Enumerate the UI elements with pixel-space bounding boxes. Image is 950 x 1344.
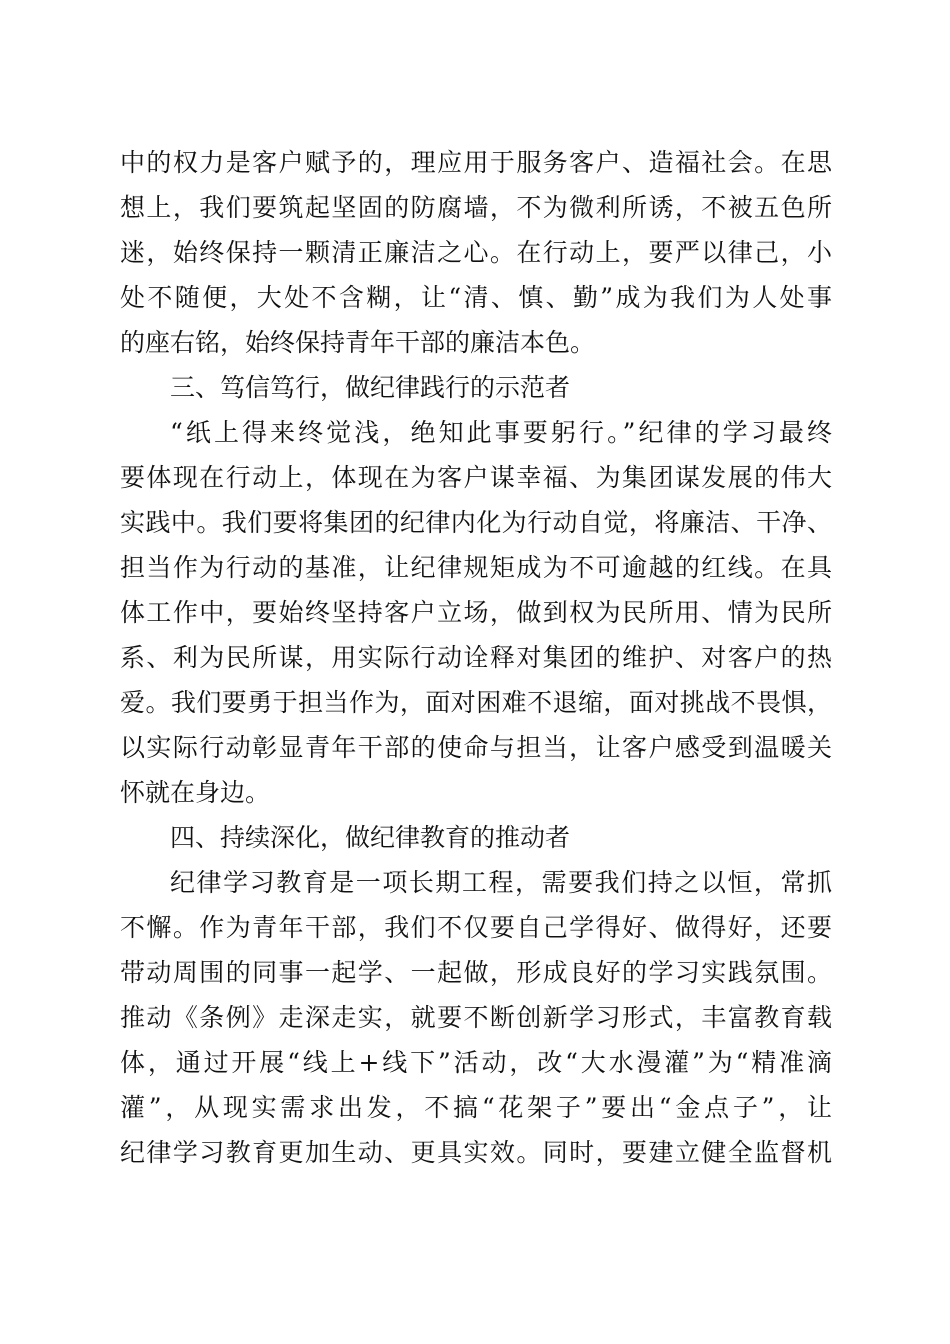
paragraph-line: 中的权力是客户赋予的，理应用于服务客户、造福社会。在思 — [120, 148, 832, 177]
paragraph-line: 处不随便，大处不含糊，让“清、慎、勤”成为我们为人处事 — [120, 283, 832, 312]
paragraph-line: 灌”，从现实需求出发，不搞“花架子”要出“金点子”，让 — [120, 1093, 832, 1122]
paragraph-line: 纪律学习教育更加生动、更具实效。同时，要建立健全监督机 — [120, 1138, 832, 1167]
paragraph-line: 实践中。我们要将集团的纪律内化为行动自觉，将廉洁、干净、 — [120, 508, 832, 537]
section-heading: 四、持续深化，做纪律教育的推动者 — [170, 823, 571, 852]
paragraph-line: 要体现在行动上，体现在为客户谋幸福、为集团谋发展的伟大 — [120, 463, 832, 492]
section-heading: 三、笃信笃行，做纪律践行的示范者 — [170, 373, 571, 402]
paragraph-line: 以实际行动彰显青年干部的使命与担当，让客户感受到温暖关 — [120, 733, 832, 762]
paragraph-line: 体工作中，要始终坚持客户立场，做到权为民所用、情为民所 — [120, 598, 832, 627]
paragraph-line: 想上，我们要筑起坚固的防腐墙，不为微利所诱，不被五色所 — [120, 193, 832, 222]
paragraph-line: 担当作为行动的基准，让纪律规矩成为不可逾越的红线。在具 — [120, 553, 832, 582]
paragraph-line: 不懈。作为青年干部，我们不仅要自己学得好、做得好，还要 — [120, 913, 832, 942]
paragraph-line: “纸上得来终觉浅，绝知此事要躬行。”纪律的学习最终 — [170, 418, 832, 447]
paragraph-line: 体，通过开展“线上+线下”活动，改“大水漫灌”为“精准滴 — [120, 1048, 832, 1077]
paragraph-line: 怀就在身边。 — [120, 778, 271, 807]
paragraph-line: 推动《条例》走深走实，就要不断创新学习形式，丰富教育载 — [120, 1003, 832, 1032]
paragraph-line: 迷，始终保持一颗清正廉洁之心。在行动上，要严以律己，小 — [120, 238, 832, 267]
paragraph-line: 纪律学习教育是一项长期工程，需要我们持之以恒，常抓 — [170, 868, 832, 897]
paragraph-line: 的座右铭，始终保持青年干部的廉洁本色。 — [120, 328, 596, 357]
paragraph-line: 带动周围的同事一起学、一起做，形成良好的学习实践氛围。 — [120, 958, 832, 987]
paragraph-line: 系、利为民所谋，用实际行动诠释对集团的维护、对客户的热 — [120, 643, 832, 672]
paragraph-line: 爱。我们要勇于担当作为，面对困难不退缩，面对挑战不畏惧， — [120, 688, 832, 717]
